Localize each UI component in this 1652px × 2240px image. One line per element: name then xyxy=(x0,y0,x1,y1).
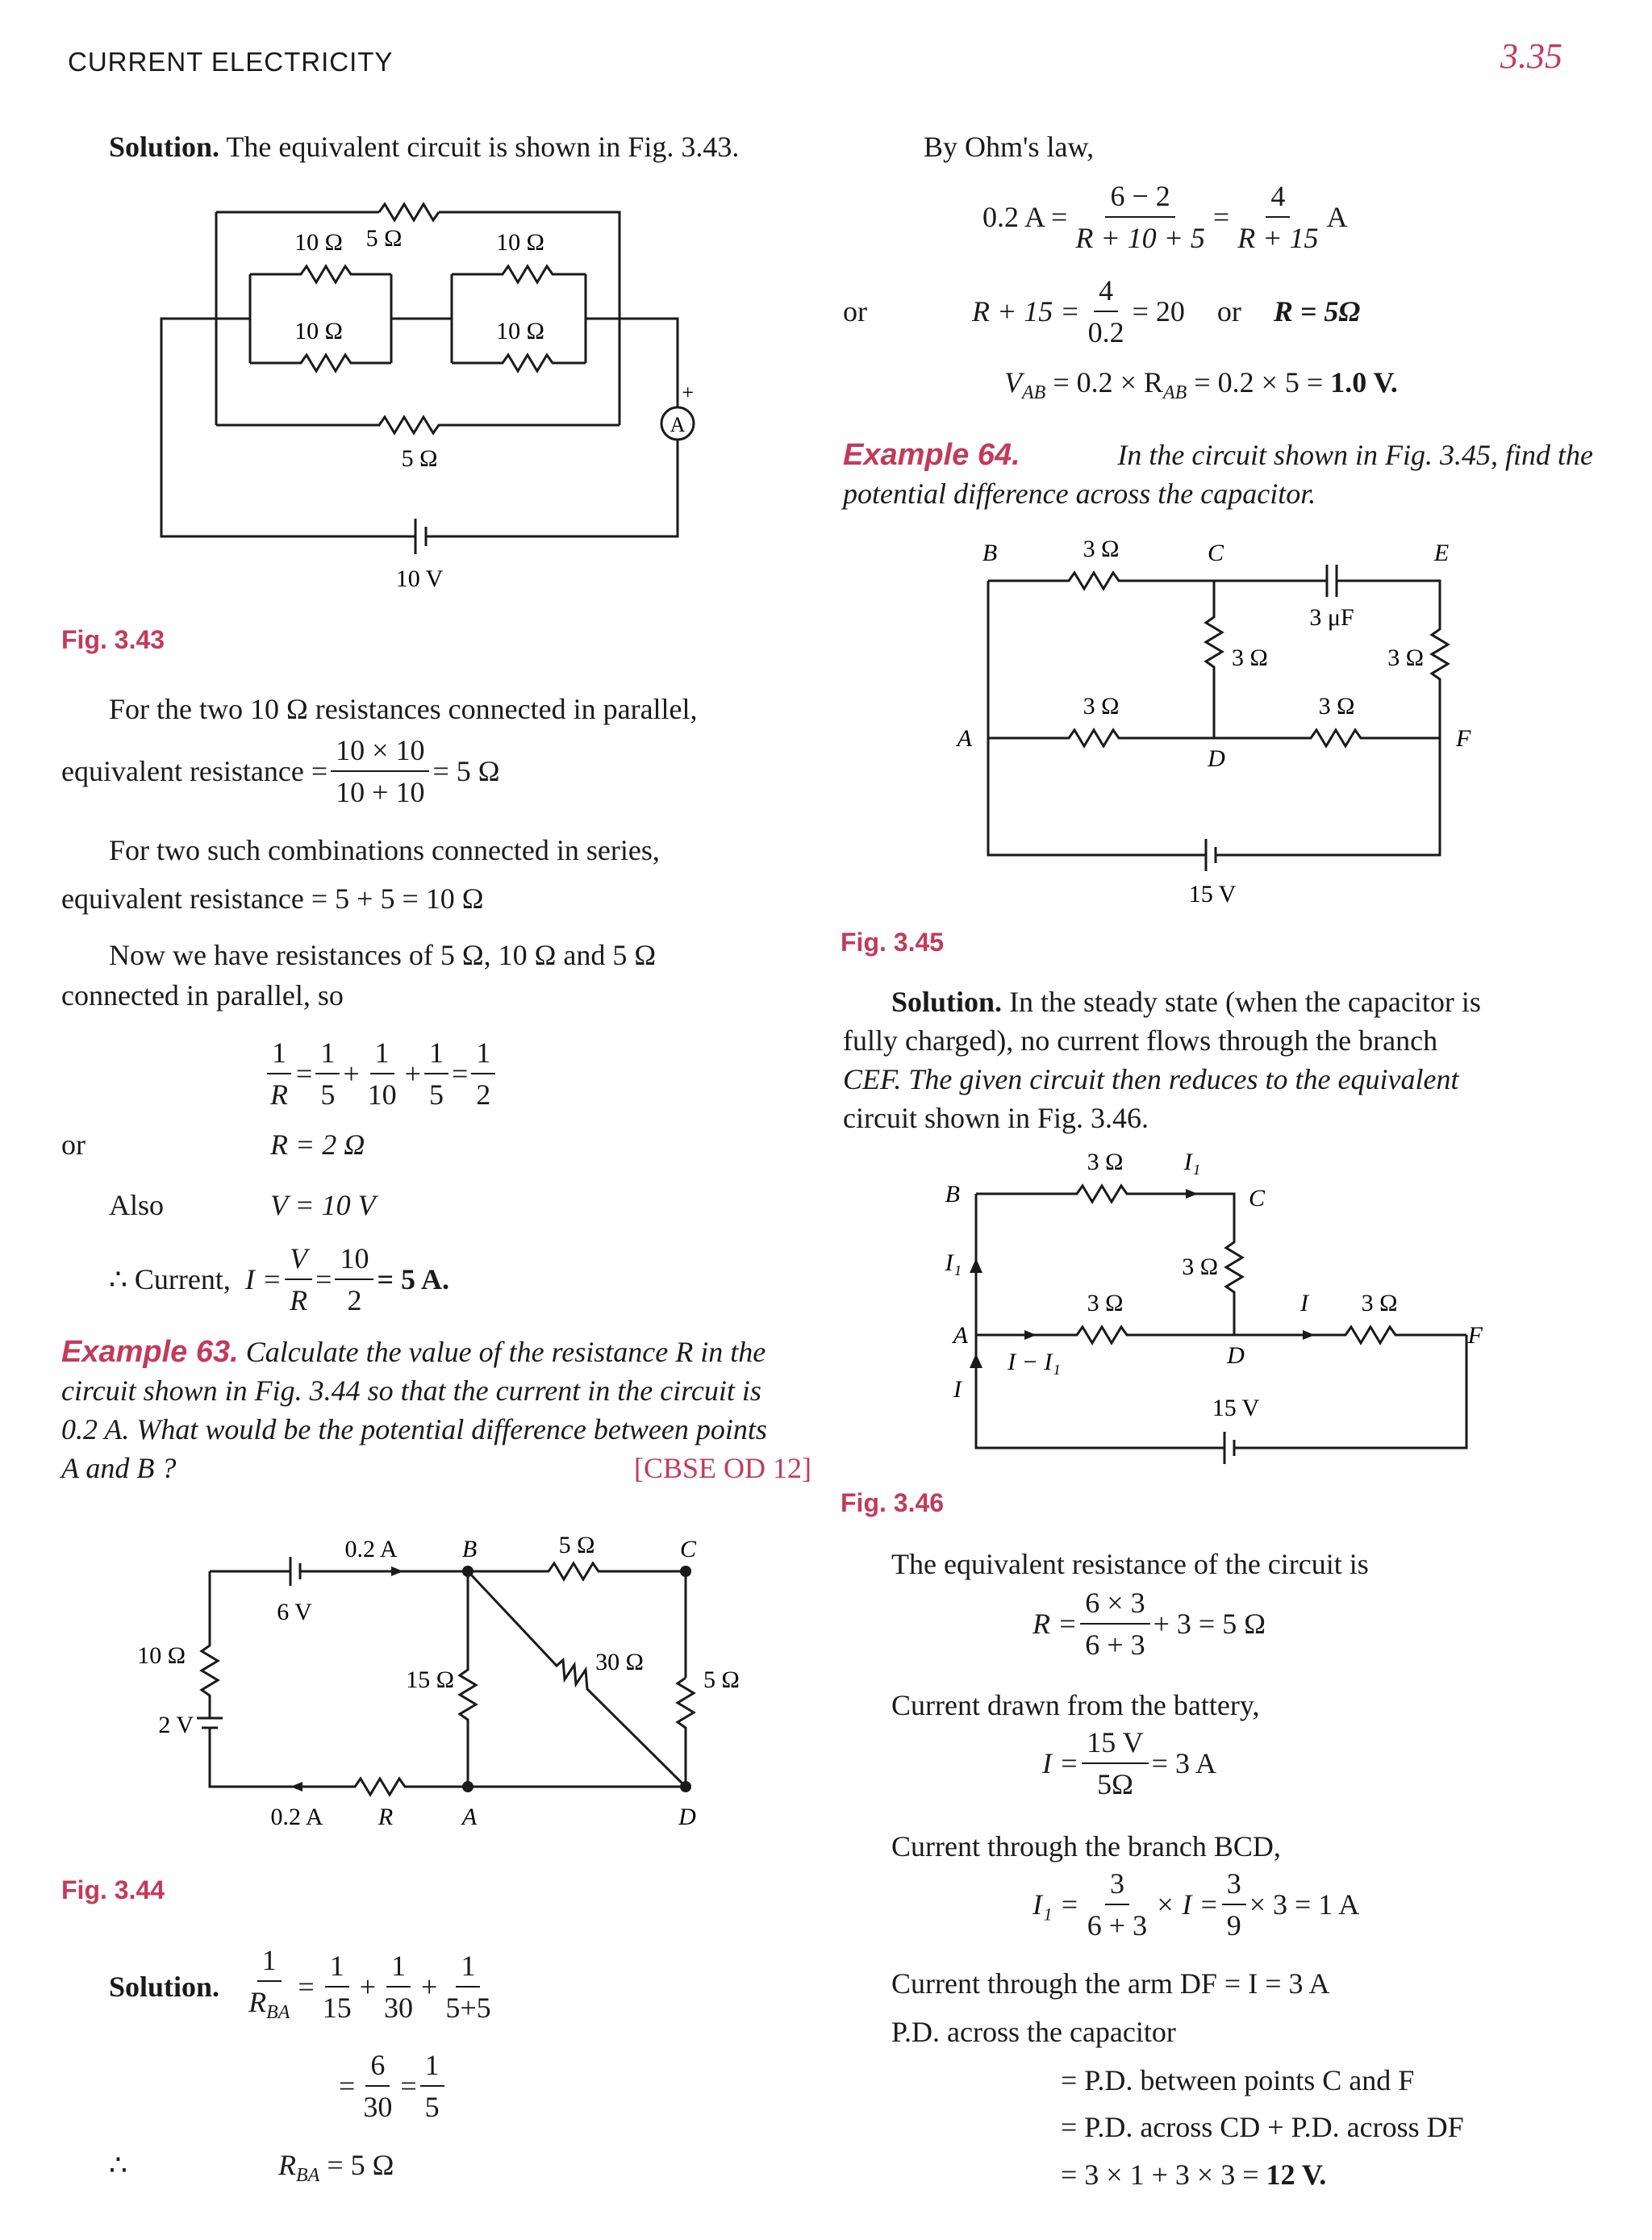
node-f: F xyxy=(1456,725,1471,752)
figure-3-45-caption: Fig. 3.45 xyxy=(841,928,945,957)
para-parallel: For the two 10 Ω resistances connected in parallel, xyxy=(109,693,698,725)
label-5ohm-mid: 5 Ω xyxy=(401,445,438,472)
current-battery-label: Current drawn from the battery, xyxy=(891,1689,1260,1721)
label-15ohm: 15 Ω xyxy=(406,1666,454,1693)
solution-64: Solution. In the steady state (when the capacitor is fully charged), no current flows through the branch CEF. The given circuit then reduces to the equivalent circuit shown in Fig. 3.46. xyxy=(843,986,1481,1134)
node-e: E xyxy=(1433,540,1450,566)
label-5ohm-top: 5 Ω xyxy=(365,225,403,252)
label-i-right: I xyxy=(1300,1290,1308,1316)
chapter-title: CURRENT ELECTRICITY xyxy=(68,47,394,77)
pd-line-1: = P.D. between points C and F xyxy=(1061,2064,1415,2096)
eq-v-10: V = 10 V xyxy=(270,1189,376,1221)
node-a: A xyxy=(957,725,972,752)
figure-3-46-circuit xyxy=(944,1145,1483,1468)
label-3ohm-ef: 3 Ω xyxy=(1387,644,1424,671)
figure-3-46-caption: Fig. 3.46 xyxy=(841,1488,945,1517)
eq-result: = 5 Ω xyxy=(432,755,500,787)
node-c: C xyxy=(1207,540,1224,566)
therefore-symbol: ∴ xyxy=(109,2149,127,2181)
resistor-top xyxy=(379,204,439,220)
example-63: Example 63. Calculate the value of the resistance R in the circuit shown in Fig. 3.44 so that the current in the circuit is 0.2 A. What would be the potential difference between points A and B ? [CBSE OD 12] xyxy=(61,1333,811,1487)
label-10ohm-1: 10 Ω xyxy=(294,229,343,256)
label-i1-top: I₁ xyxy=(1183,1149,1201,1175)
label-3ohm-bc: 3 Ω xyxy=(1087,1149,1124,1175)
eq-ohm-2: or R + 15 = $\frac{4}{0.2}$ = 20 or R = 5Ω xyxy=(843,270,1488,352)
node-d: D xyxy=(1208,745,1225,772)
para-series-result: equivalent resistance = 5 + 5 = 10 Ω xyxy=(61,882,484,915)
plus-sign: + xyxy=(682,381,694,404)
or-label: or xyxy=(61,1128,86,1161)
figure-3-44-caption: Fig. 3.44 xyxy=(61,1875,165,1904)
eq-reciprocal: $\frac{1}{R}$ = $\frac{1}{5}$ + $\frac{1}{10}$ + $\frac{1}{5}$ = $\frac{1}{2}$ xyxy=(262,1032,499,1115)
node-b: B xyxy=(982,540,998,566)
label-3ohm-bc: 3 Ω xyxy=(1083,536,1120,562)
label-6v: 6 V xyxy=(277,1599,312,1625)
label-10ohm-2: 10 Ω xyxy=(496,229,544,256)
page-number: 3.35 xyxy=(1500,36,1562,76)
label-3ohm-cd: 3 Ω xyxy=(1232,644,1268,671)
pd-line-2: = P.D. across CD + P.D. across DF xyxy=(1061,2111,1464,2143)
eq-resistance-label: The equivalent resistance of the circuit is xyxy=(891,1548,1369,1580)
eq-den: 10 + 10 xyxy=(336,776,425,808)
eq-prefix: equivalent resistance = xyxy=(61,755,328,787)
para-now: Now we have resistances of 5 Ω, 10 Ω and 5 Ω xyxy=(109,939,657,971)
node-c: C xyxy=(679,1536,697,1562)
label-15v: 15 V xyxy=(1188,881,1237,907)
solution-intro xyxy=(109,127,739,166)
label-2v: 2 V xyxy=(158,1712,194,1738)
label-30ohm: 30 Ω xyxy=(595,1649,644,1675)
also-label: Also xyxy=(109,1189,165,1221)
eq-resistance: R = $\frac{6 \times 3}{6 + 3}$ + 3 = 5 Ω xyxy=(1032,1583,1266,1665)
label-i-left: I xyxy=(953,1376,962,1403)
label-capacitor: 3 μF xyxy=(1309,604,1354,631)
label-3ohm-ad: 3 Ω xyxy=(1087,1290,1124,1316)
ammeter-label: A xyxy=(670,413,686,436)
solution-2-final: $R_{BA} = 5$ Ω xyxy=(278,2149,394,2187)
eq-ohm-1: 0.2 A = $\frac{6 - 2}{R + 10 + 5}$ = $\frac{4}{R + 15}$ A xyxy=(982,176,1348,258)
para-parallel-so: connected in parallel, so xyxy=(61,979,344,1012)
label-0.2a-bottom: 0.2 A xyxy=(270,1804,323,1830)
solution-2-eq1: Solution. $\frac{1}{R_{BA}}$ = $\frac{1}{15}$ + $\frac{1}{30}$ + $\frac{1}{5+5}$ xyxy=(109,1940,499,2033)
pd-capacitor-label: P.D. across the capacitor xyxy=(891,2016,1176,2048)
label-10ohm: 10 Ω xyxy=(137,1642,186,1669)
label-r: R xyxy=(378,1804,394,1830)
eq-current-battery: I = $\frac{15 V}{5\Omega}$ = 3 A xyxy=(1042,1722,1216,1804)
eq-vab: $V_{AB} = 0.2 \times R_{AB} = 0.2 \times 5 = 1.0$ V. xyxy=(1004,366,1398,404)
figure-3-43-circuit xyxy=(145,190,694,609)
node-a: A xyxy=(461,1804,478,1830)
label-15v: 15 V xyxy=(1212,1395,1260,1421)
current-df-label: Current through the arm DF = I = 3 A xyxy=(891,1967,1330,2000)
node-c: C xyxy=(1248,1185,1266,1212)
eq-equivalent-resistance xyxy=(61,730,500,812)
eq-current: ∴ Current, I = $\frac{V}{R}$ = $\frac{10}{2}$ = 5 A. xyxy=(109,1238,449,1320)
figure-3-45-circuit xyxy=(948,536,1480,911)
label-10ohm-4: 10 Ω xyxy=(496,318,544,344)
node-d: D xyxy=(1227,1342,1245,1369)
figure-3-44-circuit xyxy=(121,1525,750,1839)
current-bcd-label: Current through the branch BCD, xyxy=(891,1830,1281,1862)
eq-current-bcd: I₁ = $\frac{3}{6 + 3}$ × I = $\frac{3}{9}$ × 3 = 1 A xyxy=(1032,1863,1359,1946)
node-a: A xyxy=(953,1322,968,1349)
label-5ohm-right: 5 Ω xyxy=(703,1666,740,1693)
label-3ohm-df: 3 Ω xyxy=(1361,1290,1398,1316)
node-d: D xyxy=(678,1804,696,1830)
label-i-minus-i1: I − I₁ xyxy=(1007,1349,1061,1375)
label-5ohm: 5 Ω xyxy=(558,1532,595,1558)
eq-num: 10 × 10 xyxy=(331,730,429,772)
pd-line-3: = 3 × 1 + 3 × 3 = 12 V. xyxy=(1061,2159,1327,2191)
label-3ohm-ad: 3 Ω xyxy=(1083,693,1120,720)
para-series: For two such combinations connected in series, xyxy=(109,834,660,866)
node-b: B xyxy=(461,1536,478,1562)
battery-label: 10 V xyxy=(395,565,444,592)
label-0.2a-top: 0.2 A xyxy=(344,1536,398,1562)
cbse-ref: [CBSE OD 12] xyxy=(633,1452,811,1484)
example-64-label: Example 64. xyxy=(843,438,1020,472)
node-b: B xyxy=(945,1181,960,1208)
eq-r-2ohm: R = 2 Ω xyxy=(270,1128,365,1161)
node-f: F xyxy=(1467,1322,1483,1349)
label-10ohm-3: 10 Ω xyxy=(294,318,343,344)
solution-text: The equivalent circuit is shown in Fig. 3.43. xyxy=(226,131,740,163)
label-3ohm-df: 3 Ω xyxy=(1318,693,1355,720)
solution-lead: Solution. xyxy=(109,131,220,163)
example-63-label: Example 63. xyxy=(61,1335,239,1369)
label-3ohm-cd: 3 Ω xyxy=(1182,1253,1218,1280)
figure-3-43-caption: Fig. 3.43 xyxy=(61,625,165,654)
example-64: Example 64. In the circuit shown in Fig. 3.45, find the potential difference across the capacitor. xyxy=(843,436,1593,513)
label-i1-left: I₁ xyxy=(945,1249,962,1276)
ohms-law-intro: By Ohm's law, xyxy=(924,131,1095,163)
solution-2-eq2: = $\frac{6}{30}$ = $\frac{1}{5}$ xyxy=(339,2045,448,2127)
